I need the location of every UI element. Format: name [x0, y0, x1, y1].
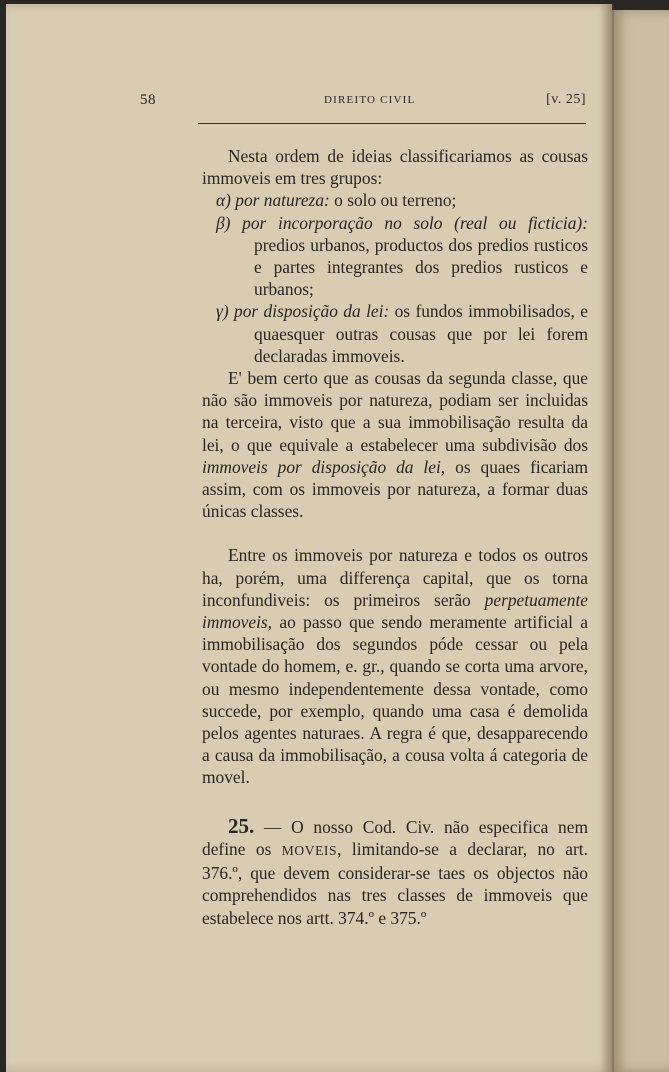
body-text [202, 145, 588, 929]
adjacent-page [612, 10, 669, 1072]
section-paragraph [202, 815, 588, 929]
list-item [202, 189, 588, 211]
item-label: por incorporação no solo (real ou ficticia): [242, 212, 588, 233]
section-number: 25. [228, 813, 255, 838]
emphasis: perpetuamente immoveis, [202, 589, 588, 633]
item-text: o solo ou terreno; [329, 190, 457, 211]
spacer [202, 789, 588, 815]
item-text: os fundos immobilisados, e quaesquer outras cousas que por lei forem declaradas immoveis. [254, 301, 588, 366]
paragraph: Nesta ordem de ideias classificariamos as cousas immoveis em tres grupos: [202, 146, 588, 189]
running-title: DIREITO CIVIL [324, 94, 416, 106]
page-number: 58 [140, 92, 156, 108]
emphasis: immoveis por disposição da lei, [202, 456, 446, 477]
spacer [202, 522, 588, 544]
text-run: Entre os immoveis por natureza e todos os outros ha, porém, uma differença capital, que os torna inconfundiveis: os primeiros serão [202, 545, 588, 610]
item-label: por disposição da lei: [234, 301, 390, 322]
item-marker: γ) [216, 301, 229, 322]
item-marker: α) [216, 190, 231, 211]
item-label: por natureza: [235, 190, 330, 211]
section-reference: [v. 25] [546, 92, 586, 107]
running-header [140, 92, 586, 116]
text-run: , limitando-se a declarar, no art. 376.º, que devem considerar-se taes os objectos não comprehendidos nas tres classes de immoveis que estabelece nos artt. 374.º e 375.º [202, 838, 588, 928]
small-caps-term: MOVEIS [281, 842, 338, 858]
paragraph [202, 544, 588, 788]
paragraph [202, 367, 588, 522]
text-run: E' bem certo que as cousas da segunda classe, que não são immoveis por natureza, podiam ser incluidas na terceira, visto que a sua immobilisação resulta da lei, o que equivale a estabelecer uma subdivisão dos [202, 368, 588, 455]
text-run: os quaes ficariam assim, com os immoveis por natureza, a formar duas únicas classes. [202, 456, 589, 522]
item-marker: β) [216, 212, 231, 233]
text-run: — O nosso Cod. Civ. não especifica nem define os [202, 816, 588, 859]
item-text: predios urbanos, productos dos predios rusticos e partes integrantes dos predios rusticos e urbanos; [254, 234, 588, 300]
header-rule [198, 123, 586, 124]
list-item [202, 300, 588, 367]
text-run: ao passo que sendo meramente artificial a immobilisação dos segundos póde cessar ou pela vontade do homem, e. gr., quando se corta uma arvore, ou mesmo independentemente dessa vontade, como succede, por exemplo, quando uma casa é demolida pelos agentes naturaes. A regra é que, desapparecendo a causa da immobilisação, a cousa volta á categoria de movel. [202, 612, 588, 788]
page-gutter-shadow [600, 4, 614, 1072]
list-item [202, 212, 588, 301]
